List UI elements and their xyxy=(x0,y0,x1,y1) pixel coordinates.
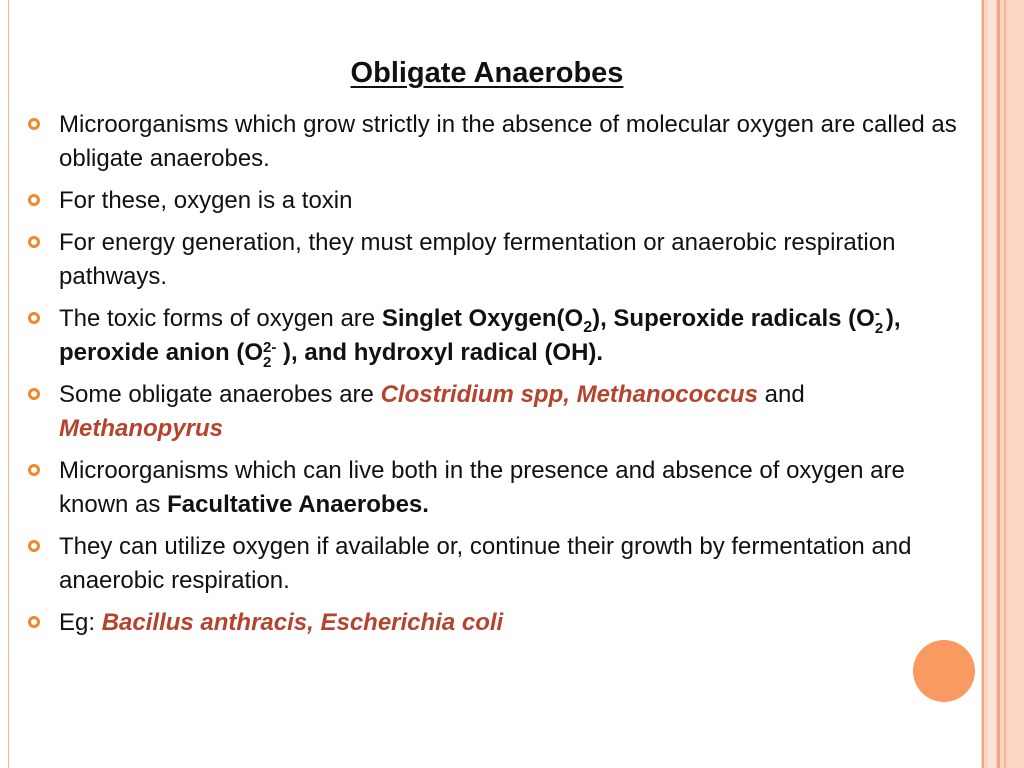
subscript: 2 xyxy=(874,320,884,337)
right-stripe-3 xyxy=(997,0,1000,768)
superoxide-charge xyxy=(874,305,886,337)
superscript: - xyxy=(874,305,880,322)
bullet-examples-obligate xyxy=(28,378,958,446)
right-stripe-2 xyxy=(988,0,996,768)
hydroxyl-text: ), and hydroxyl radical (OH). xyxy=(283,339,604,366)
ring-bullet-icon xyxy=(28,540,40,552)
bullet-energy xyxy=(28,226,958,294)
ring-bullet-icon xyxy=(28,388,40,400)
singlet-text: Singlet Oxygen(O xyxy=(381,305,584,332)
superscript: 2- xyxy=(263,339,277,356)
bullet-text: Microorganisms which grow strictly in the absence of molecular oxygen are called as obligate anaerobes. xyxy=(59,111,957,172)
species-name: Methanopyrus xyxy=(59,415,224,442)
decorative-circle xyxy=(913,640,975,702)
bullet-facultative xyxy=(28,454,958,522)
bullet-definition xyxy=(28,108,958,176)
conjunction: and xyxy=(757,381,805,408)
bullet-utilize-oxygen xyxy=(28,530,958,598)
ring-bullet-icon xyxy=(28,118,40,130)
species-names: Bacillus anthracis, Escherichia coli xyxy=(101,609,504,636)
subscript: 2 xyxy=(263,354,272,371)
bullet-text: For energy generation, they must employ fermentation or anaerobic respiration pathways. xyxy=(59,229,896,290)
ring-bullet-icon xyxy=(28,464,40,476)
bullet-text: For these, oxygen is a toxin xyxy=(59,187,353,214)
bullet-text: The toxic forms of oxygen are xyxy=(59,305,382,332)
bullet-toxic-forms xyxy=(28,302,958,370)
ring-bullet-icon xyxy=(28,616,40,628)
bullet-toxin xyxy=(28,184,958,218)
ring-bullet-icon xyxy=(28,236,40,248)
bullet-examples-facultative xyxy=(28,606,958,640)
right-stripe-1 xyxy=(982,0,984,768)
bullet-text: Eg: xyxy=(59,609,102,636)
left-border-line xyxy=(8,0,9,768)
peroxide-charge xyxy=(263,339,283,371)
ring-bullet-icon xyxy=(28,194,40,206)
bullet-text: Microorganisms which can live both in the presence and absence of oxygen are known as xyxy=(59,457,905,518)
ring-bullet-icon xyxy=(28,312,40,324)
bullet-text: They can utilize oxygen if available or, continue their growth by fermentation and anaerobic respiration. xyxy=(59,533,912,594)
species-names: Clostridium spp, Methanococcus xyxy=(380,381,758,408)
bullet-list xyxy=(28,108,958,648)
subscript: 2 xyxy=(583,319,593,336)
right-stripe-4 xyxy=(1004,0,1006,768)
facultative-term: Facultative Anaerobes. xyxy=(167,491,429,518)
bullet-text: Some obligate anaerobes are xyxy=(59,381,381,408)
superoxide-text: ), Superoxide radicals (O xyxy=(592,305,875,332)
peroxide-text: ), peroxide anion (O xyxy=(59,305,901,366)
slide-title: Obligate Anaerobes xyxy=(350,57,624,89)
